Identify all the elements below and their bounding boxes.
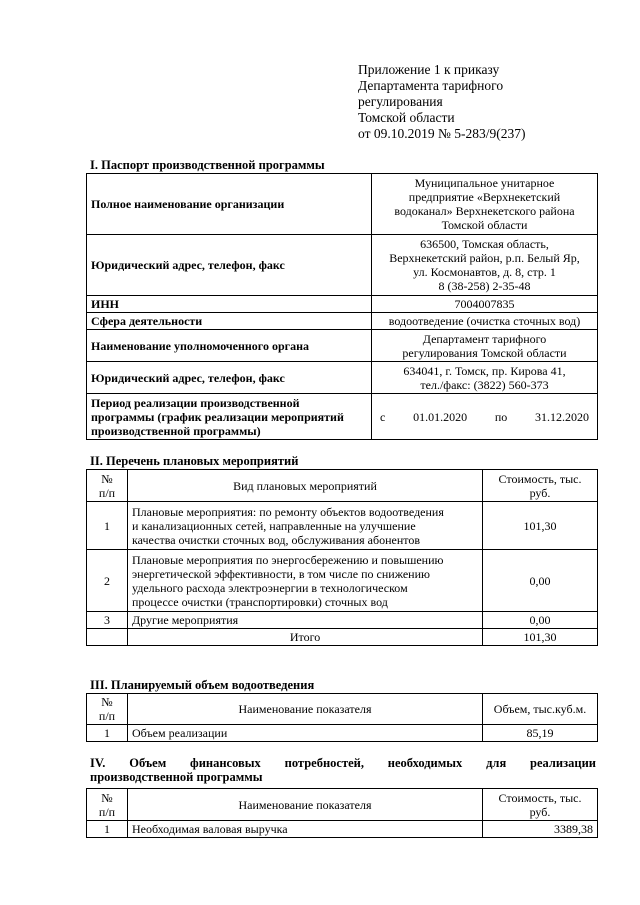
row-label: Полное наименование организации xyxy=(87,174,372,235)
row-value: водоотведение (очистка сточных вод) xyxy=(372,313,598,330)
volume-table xyxy=(86,693,598,742)
name-line: энергетической эффективности, в том числе по снижению xyxy=(132,566,430,581)
appendix-line: от 09.10.2019 № 5-283/9(237) xyxy=(358,126,526,141)
period-label xyxy=(87,394,372,440)
row-value xyxy=(372,235,598,296)
header-line: руб. xyxy=(529,804,551,819)
value-line: Департамент тарифного xyxy=(422,331,547,346)
header-value: Объем, тыс.куб.м. xyxy=(483,694,598,725)
row-num: 1 xyxy=(87,725,128,742)
value-line: 8 (38-258) 2-35-48 xyxy=(438,279,531,293)
finance-table xyxy=(86,788,598,838)
title-word: необходимых xyxy=(387,756,463,770)
row-value xyxy=(372,174,598,235)
header-name: Наименование показателя xyxy=(128,789,483,821)
section1-title: I. Паспорт производственной программы xyxy=(90,158,325,172)
header-num xyxy=(87,694,128,725)
value-line: Муниципальное унитарное xyxy=(414,176,555,190)
table-row xyxy=(87,725,598,742)
row-num: 3 xyxy=(87,612,128,629)
events-table xyxy=(86,469,598,646)
table-row xyxy=(87,313,598,330)
header-row xyxy=(87,789,598,821)
row-num: 1 xyxy=(87,502,128,550)
title-word: потребностей, xyxy=(284,756,364,770)
title-word: финансовых xyxy=(190,756,261,770)
section4-title xyxy=(90,756,596,784)
label-line: Период реализации производственной xyxy=(91,395,300,410)
passport-table xyxy=(86,173,598,440)
row-label: Наименование уполномоченного органа xyxy=(87,330,372,362)
table-row xyxy=(87,612,598,629)
value-line: Томской области xyxy=(441,218,528,232)
total-cost: 101,30 xyxy=(483,629,598,646)
header-row xyxy=(87,694,598,725)
header-line: Стоимость, тыс. xyxy=(498,471,582,486)
header-line: п/п xyxy=(98,804,116,819)
row-cost: 0,00 xyxy=(483,612,598,629)
row-name xyxy=(128,502,483,550)
appendix-line: Приложение 1 к приказу xyxy=(358,62,500,77)
title-word: реализации xyxy=(530,756,596,770)
period-from-date: 01.01.2020 xyxy=(413,409,468,424)
section3-title: III. Планируемый объем водоотведения xyxy=(90,678,315,692)
header-line: № xyxy=(101,471,113,486)
table-row xyxy=(87,296,598,313)
row-num: 1 xyxy=(87,821,128,838)
value-line: Верхнекетский район, р.п. Белый Яр, xyxy=(389,251,580,265)
header-line: п/п xyxy=(98,709,116,723)
header-line: п/п xyxy=(98,485,116,500)
row-label: ИНН xyxy=(87,296,372,313)
row-label: Юридический адрес, телефон, факс xyxy=(87,362,372,394)
name-line: процессе очистки (транспортировки) сточных вод xyxy=(132,594,388,609)
header-line: № xyxy=(101,695,113,709)
period-value xyxy=(372,394,598,440)
total-empty xyxy=(87,629,128,646)
value-line: 636500, Томская область, xyxy=(420,237,549,251)
table-row xyxy=(87,235,598,296)
appendix-line: Томской области xyxy=(358,110,455,125)
appendix-line: регулирования xyxy=(358,94,443,109)
period-to-word: по xyxy=(494,409,508,424)
appendix-header xyxy=(358,62,525,142)
name-line: качества очистки сточных вод, обслуживания абонентов xyxy=(132,532,421,547)
header-line: руб. xyxy=(529,485,551,500)
appendix-line: Департамента тарифного xyxy=(358,78,504,93)
row-num: 2 xyxy=(87,550,128,612)
title-word: для xyxy=(486,756,507,770)
label-line: программы (график реализации мероприятий xyxy=(91,409,344,424)
name-line: Плановые мероприятия: по ремонту объектов водоотведения xyxy=(132,504,444,519)
row-cost: 101,30 xyxy=(483,502,598,550)
table-row xyxy=(87,394,598,440)
row-label: Юридический адрес, телефон, факс xyxy=(87,235,372,296)
table-row xyxy=(87,502,598,550)
value-line: водоканал» Верхнекетского района xyxy=(394,204,575,218)
label-line: производственной программы) xyxy=(91,423,261,438)
row-value xyxy=(372,362,598,394)
row-value: 85,19 xyxy=(483,725,598,742)
header-row xyxy=(87,470,598,502)
header-cost xyxy=(483,789,598,821)
name-line: удельного расхода электроэнергии в технологическом xyxy=(132,580,408,595)
header-name: Наименование показателя xyxy=(128,694,483,725)
table-row xyxy=(87,330,598,362)
total-row xyxy=(87,629,598,646)
header-name: Вид плановых мероприятий xyxy=(128,470,483,502)
row-name xyxy=(128,550,483,612)
period-from-word: с xyxy=(380,409,386,424)
value-line: 634041, г. Томск, пр. Кирова 41, xyxy=(403,363,566,378)
period-to-date: 31.12.2020 xyxy=(535,409,589,424)
row-cost: 0,00 xyxy=(483,550,598,612)
row-name: Объем реализации xyxy=(128,725,483,742)
header-num xyxy=(87,789,128,821)
header-line: Стоимость, тыс. xyxy=(498,790,582,805)
title-line: производственной программы xyxy=(90,770,263,784)
header-cost xyxy=(483,470,598,502)
row-value xyxy=(372,330,598,362)
value-line: предприятие «Верхнекетский xyxy=(408,190,561,204)
total-label: Итого xyxy=(128,629,483,646)
header-line: № xyxy=(101,790,113,805)
row-name: Необходимая валовая выручка xyxy=(128,821,483,838)
table-row xyxy=(87,550,598,612)
value-line: регулирования Томской области xyxy=(402,345,567,360)
row-cost: 3389,38 xyxy=(483,821,598,838)
row-name: Другие мероприятия xyxy=(128,612,483,629)
value-line: тел./факс: (3822) 560-373 xyxy=(420,377,549,392)
name-line: Плановые мероприятия по энергосбережению и повышению xyxy=(132,552,444,567)
table-row xyxy=(87,362,598,394)
row-value: 7004007835 xyxy=(372,296,598,313)
header-num xyxy=(87,470,128,502)
row-label: Сфера деятельности xyxy=(87,313,372,330)
table-row xyxy=(87,821,598,838)
name-line: и канализационных сетей, направленные на улучшение xyxy=(132,518,416,533)
value-line: ул. Космонавтов, д. 8, стр. 1 xyxy=(413,265,556,279)
section2-title: II. Перечень плановых мероприятий xyxy=(90,454,299,468)
title-word: Объем xyxy=(129,756,167,770)
table-row xyxy=(87,174,598,235)
title-word: IV. xyxy=(90,756,106,770)
